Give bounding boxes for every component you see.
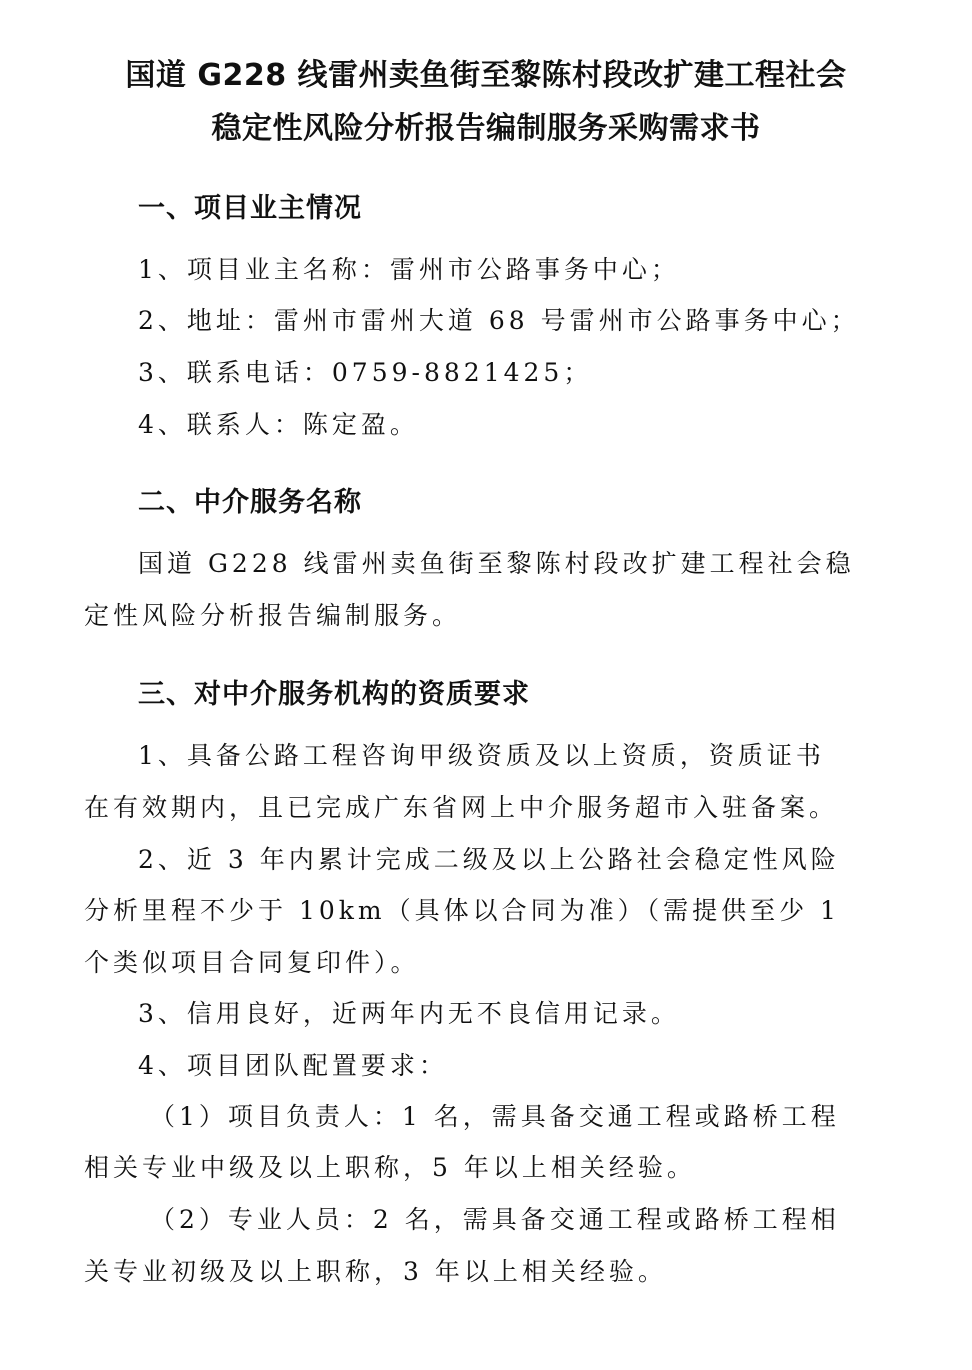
team-staff-line-2: 关专业初级及以上职称，3 年以上相关经验。 bbox=[84, 1257, 667, 1286]
section-2-heading: 二、中介服务名称 bbox=[138, 487, 362, 518]
document-title-line-2: 稳定性风险分析报告编制服务采购需求书 bbox=[211, 111, 761, 146]
service-name-line-2: 定性风险分析报告编制服务。 bbox=[84, 601, 462, 630]
service-name-line-1: 国道 G228 线雷州卖鱼街至黎陈村段改扩建工程社会稳 bbox=[138, 549, 855, 578]
requirement-2-line-2: 分析里程不少于 10km（具体以合同为准）（需提供至少 1 bbox=[84, 896, 840, 925]
team-leader-line-2: 相关专业中级及以上职称，5 年以上相关经验。 bbox=[84, 1153, 696, 1182]
owner-address-line: 2、地址：雷州市雷州大道 68 号雷州市公路事务中心； bbox=[138, 306, 860, 335]
owner-phone-line: 3、联系电话：0759-8821425； bbox=[138, 358, 593, 387]
requirement-3-line: 3、信用良好，近两年内无不良信用记录。 bbox=[138, 999, 680, 1028]
requirement-2-line-3: 个类似项目合同复印件）。 bbox=[84, 948, 420, 977]
requirement-4-line: 4、项目团队配置要求： bbox=[138, 1051, 448, 1080]
section-3-heading: 三、对中介服务机构的资质要求 bbox=[138, 679, 530, 710]
section-1-heading: 一、项目业主情况 bbox=[138, 193, 362, 224]
requirement-2-line-1: 2、近 3 年内累计完成二级及以上公路社会稳定性风险 bbox=[138, 845, 840, 874]
owner-contact-line: 4、联系人：陈定盈。 bbox=[138, 410, 419, 439]
team-staff-line-1: （2）专业人员：2 名，需具备交通工程或路桥工程相 bbox=[150, 1205, 840, 1234]
document-title-line-1: 国道 G228 线雷州卖鱼街至黎陈村段改扩建工程社会 bbox=[125, 58, 847, 93]
requirement-1-line-1: 1、具备公路工程咨询甲级资质及以上资质，资质证书 bbox=[138, 741, 825, 770]
owner-name-line: 1、项目业主名称：雷州市公路事务中心； bbox=[138, 255, 680, 284]
requirement-1-line-2: 在有效期内，且已完成广东省网上中介服务超市入驻备案。 bbox=[84, 793, 839, 822]
team-leader-line-1: （1）项目负责人：1 名，需具备交通工程或路桥工程 bbox=[150, 1102, 840, 1131]
